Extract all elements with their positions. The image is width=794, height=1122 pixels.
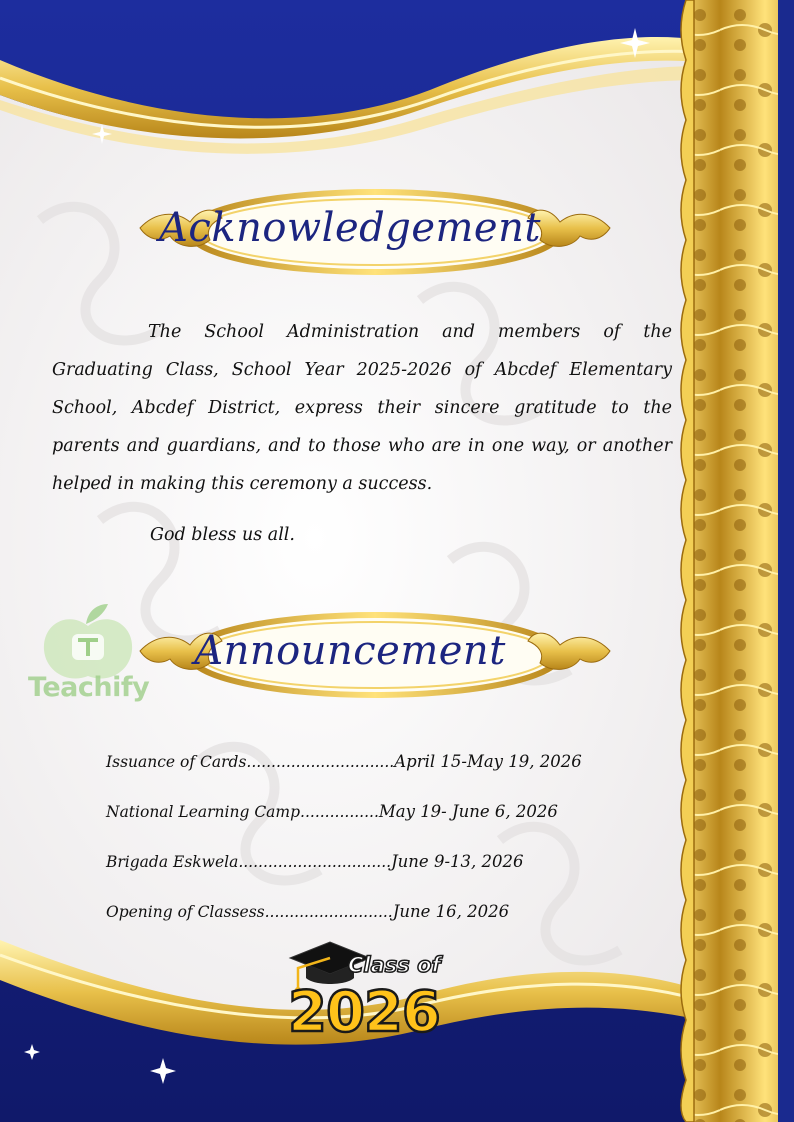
item-leader: ............................... [238, 853, 392, 871]
item-leader: .............................. [246, 753, 395, 771]
item-date: June 16, 2026 [392, 902, 510, 921]
list-item [106, 802, 666, 852]
list-item [106, 752, 666, 802]
item-label: Brigada Eskwela [106, 853, 239, 871]
class-of-label: Class of [348, 953, 441, 977]
announcement-title: Announcement [194, 628, 506, 674]
item-label: Opening of Classess [106, 903, 265, 921]
item-leader: ................ [300, 803, 379, 821]
item-date: April 15-May 19, 2026 [394, 752, 582, 771]
watermark-text: Teachify [28, 672, 150, 703]
item-date: May 19- June 6, 2026 [378, 802, 558, 821]
list-item [106, 852, 666, 902]
acknowledgement-text: The School Administration and members of the Graduating Class, School Year 2025-2026 of Abcdef Elementary School, Abcdef District, express their sincere gratitude to the parents and guardians, and to those who are in one way, or another helped in making this ceremony a success. [52, 322, 672, 494]
item-label: Issuance of Cards [106, 753, 247, 771]
item-label: National Learning Camp [106, 803, 301, 821]
announcement-list [106, 752, 666, 952]
item-leader: .......................... [264, 903, 393, 921]
acknowledgement-paragraph [52, 313, 672, 503]
class-year: 2026 [288, 980, 440, 1045]
blessing-text: God bless us all. [150, 525, 295, 545]
item-date: June 9-13, 2026 [391, 852, 524, 871]
acknowledgement-title: Acknowledgement [159, 205, 541, 251]
